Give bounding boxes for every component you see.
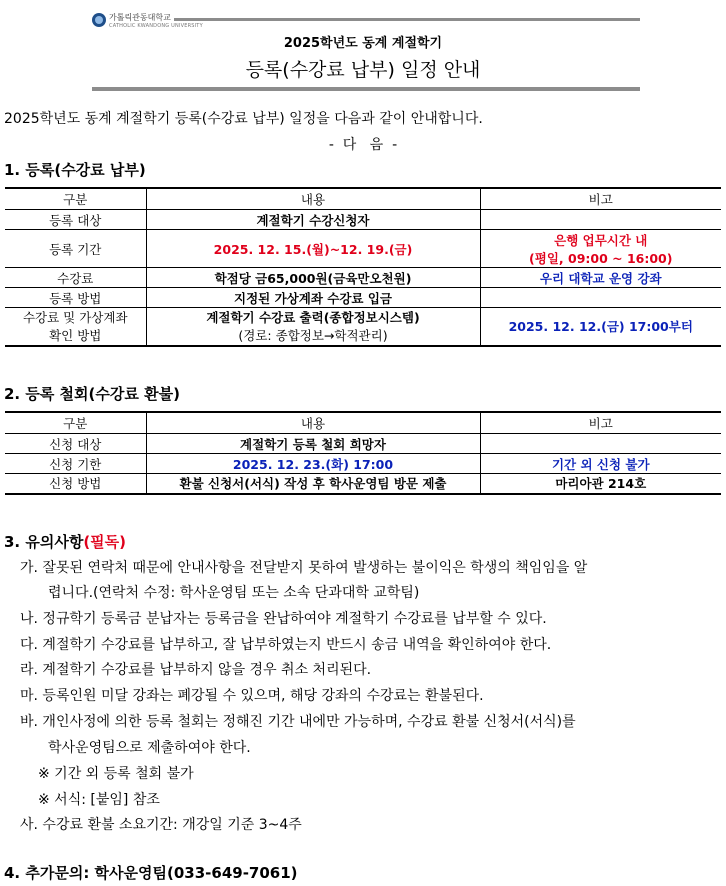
label-line: 수강료 및 가상계좌	[22, 310, 128, 326]
row-label	[5, 308, 146, 346]
table-row	[5, 434, 721, 454]
column-header: 구분	[5, 188, 146, 210]
row-label: 신청 대상	[5, 434, 146, 454]
table-header-row	[5, 188, 721, 210]
row-label: 등록 방법	[5, 288, 146, 308]
notice-item: 사. 수강료 환불 소요기간: 개강일 기준 3~4주	[20, 817, 302, 833]
notice-item: 다. 계절학기 수강료를 납부하고, 잘 납부하였는지 반드시 송금 내역을 확인하여야 한다.	[20, 637, 552, 653]
withdrawal-table	[5, 411, 721, 495]
logo-text: 가톨릭관동대학교	[109, 13, 171, 22]
notice-item-continued: 학사운영팀으로 제출하여야 한다.	[48, 740, 251, 756]
table-header-row	[5, 412, 721, 434]
content-line: (경로: 종합정보→학적관리)	[238, 328, 388, 344]
remark-line: ※ 기간 외 등록 철회 불가	[38, 766, 194, 782]
university-logo	[92, 10, 203, 34]
column-header: 비고	[480, 188, 721, 210]
row-content: 계절학기 등록 철회 희망자	[146, 434, 480, 454]
document-subtitle: 2025학년도 동계 계절학기	[283, 36, 443, 51]
note-line: (평일, 09:00 ~ 16:00)	[529, 250, 673, 266]
row-content: 2025. 12. 15.(월)~12. 19.(금)	[146, 230, 480, 268]
row-label: 등록 기간	[5, 230, 146, 268]
notice-item: 나. 정규학기 등록금 분납자는 등록금을 완납하여야 계절학기 수강료를 납부할 수 있다.	[20, 611, 547, 627]
row-label: 등록 대상	[5, 210, 146, 230]
section3-emphasis: (필독)	[83, 533, 127, 551]
content-line: 계절학기 수강료 출력(종합정보시스템)	[206, 310, 420, 326]
notice-item-continued: 렵니다.(연락처 수정: 학사운영팀 또는 소속 단과대학 교학팀)	[48, 585, 420, 601]
row-note: 2025. 12. 12.(금) 17:00부터	[480, 308, 721, 346]
remark-line: ※ 서식: [붙임] 참조	[38, 792, 160, 808]
column-header: 비고	[480, 412, 721, 434]
da-eum-marker: - 다 음 -	[328, 137, 398, 153]
notice-item: 바. 개인사정에 의한 등록 철회는 정해진 기간 내에만 가능하며, 수강료 환불 신청서(서식)를	[20, 714, 576, 730]
table-row	[5, 454, 721, 474]
row-content: 2025. 12. 23.(화) 17:00	[146, 454, 480, 474]
header-top-rule	[92, 18, 640, 21]
section2-heading: 2. 등록 철회(수강료 환불)	[4, 385, 180, 403]
section3-title: 3. 유의사항	[4, 533, 84, 551]
table-row	[5, 288, 721, 308]
row-note	[480, 434, 721, 454]
logo-subtext: CATHOLIC KWANDONG UNIVERSITY	[109, 23, 203, 29]
row-note: 우리 대학교 운영 강좌	[480, 268, 721, 288]
row-note: 기간 외 신청 불가	[480, 454, 721, 474]
row-label: 신청 기한	[5, 454, 146, 474]
column-header: 내용	[146, 188, 480, 210]
section4-heading: 4. 추가문의: 학사운영팀(033-649-7061)	[4, 864, 298, 882]
row-content: 환불 신청서(서식) 작성 후 학사운영팀 방문 제출	[146, 474, 480, 494]
row-note	[480, 230, 721, 268]
column-header: 구분	[5, 412, 146, 434]
row-note: 마리아관 214호	[480, 474, 721, 494]
header-bottom-rule	[92, 87, 640, 91]
row-content: 지정된 가상계좌 수강료 입금	[146, 288, 480, 308]
row-label: 신청 방법	[5, 474, 146, 494]
row-content	[146, 308, 480, 346]
label-line: 확인 방법	[49, 328, 102, 344]
section3-heading	[4, 531, 126, 552]
section1-heading: 1. 등록(수강료 납부)	[4, 161, 146, 179]
university-emblem-icon	[92, 13, 106, 27]
registration-table	[5, 187, 721, 347]
row-label: 수강료	[5, 268, 146, 288]
row-content: 계절학기 수강신청자	[146, 210, 480, 230]
notice-item: 가. 잘못된 연락처 때문에 안내사항을 전달받지 못하여 발생하는 불이익은 학생의 책임임을 알	[20, 560, 588, 576]
column-header: 내용	[146, 412, 480, 434]
table-row	[5, 230, 721, 268]
table-row	[5, 268, 721, 288]
table-row	[5, 474, 721, 494]
notice-item: 라. 계절학기 수강료를 납부하지 않을 경우 취소 처리된다.	[20, 662, 372, 678]
table-row	[5, 308, 721, 346]
document-title: 등록(수강료 납부) 일정 안내	[245, 59, 481, 81]
row-note	[480, 210, 721, 230]
intro-text: 2025학년도 동계 계절학기 등록(수강료 납부) 일정을 다음과 같이 안내합니다.	[4, 111, 483, 127]
row-note	[480, 288, 721, 308]
note-line: 은행 업무시간 내	[554, 232, 648, 248]
notice-item: 마. 등록인원 미달 강좌는 폐강될 수 있으며, 해당 강좌의 수강료는 환불된다.	[20, 688, 484, 704]
table-row	[5, 210, 721, 230]
row-content: 학점당 금65,000원(금육만오천원)	[146, 268, 480, 288]
